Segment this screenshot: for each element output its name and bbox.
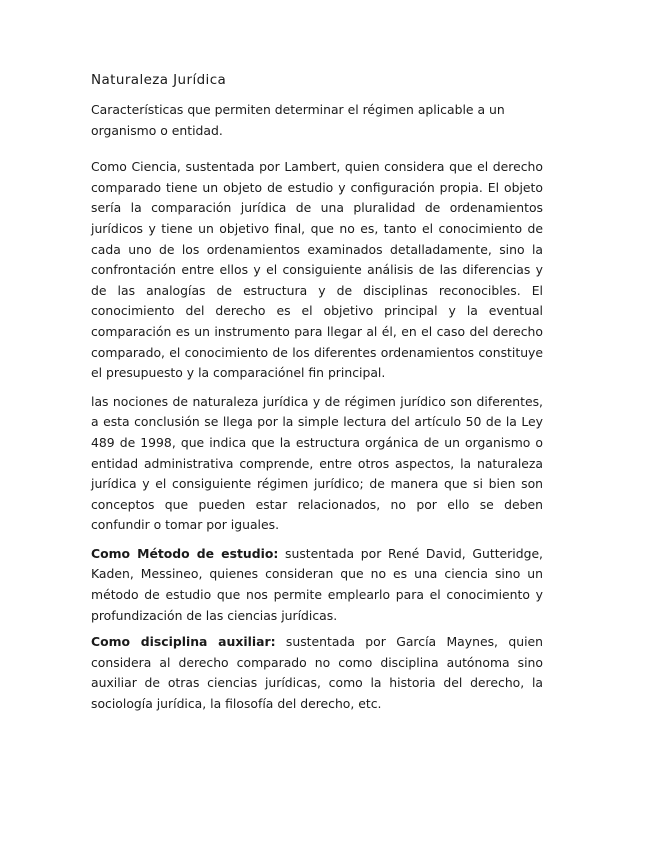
method-text: sustentada por René David, Gutteridge, Kaden, Messineo, quienes consideran que no es una ciencia sino un método de estudio que nos permite emplearlo para el conocimiento y profundización de las ciencias jurídicas. bbox=[91, 545, 543, 623]
auxiliary-text: sustentada por García Maynes, quien considera al derecho comparado no como disciplina autónoma sino auxiliar de otras ciencias jurídicas, como la historia del derecho, la sociología jurídica, la filosofía del derecho, etc. bbox=[91, 634, 543, 712]
legal-regime-paragraph: las nociones de naturaleza jurídica y de régimen jurídico son diferentes, a esta conclusión se llega por la simple lectura del artículo 50 de la Ley 489 de 1998, que indica que la estructura orgánica de un organismo o entidad administrativa comprende, entre otros aspectos, la naturaleza jurídica y el consiguiente régimen jurídico; de manera que si bien son conceptos que pueden estar relacionados, no por ello se deben confundir o tomar por iguales. bbox=[91, 393, 543, 533]
method-paragraph bbox=[91, 544, 543, 626]
document-page bbox=[91, 72, 543, 723]
auxiliary-paragraph bbox=[91, 632, 543, 714]
lead-paragraph: Características que permiten determinar el régimen aplicable a un organismo o entidad. bbox=[91, 102, 505, 138]
science-paragraph: Como Ciencia, sustentada por Lambert, quien considera que el derecho comparado tiene un objeto de estudio y configuración propia. El objeto sería la comparación jurídica de una pluralidad de ordenamientos jurídicos y tiene un objetivo final, que no es, tanto el conocimiento de cada uno de los ordenamientos examinados detalladamente, sino la confrontación entre ellos y el consiguiente análisis de las diferencias y de las analogías de estructura y de disciplinas reconocibles. El conocimiento del derecho es el objetivo principal y la eventual comparación es un instrumento para llegar al él, en el caso del derecho comparado, el conocimiento de los diferentes ordenamientos constituye el presupuesto y la comparaciónel fin principal. bbox=[91, 159, 543, 381]
document-title: Naturaleza Jurídica bbox=[91, 72, 227, 88]
auxiliary-term: Como disciplina auxiliar: bbox=[91, 634, 276, 650]
method-term: Como Método de estudio: bbox=[91, 545, 279, 561]
